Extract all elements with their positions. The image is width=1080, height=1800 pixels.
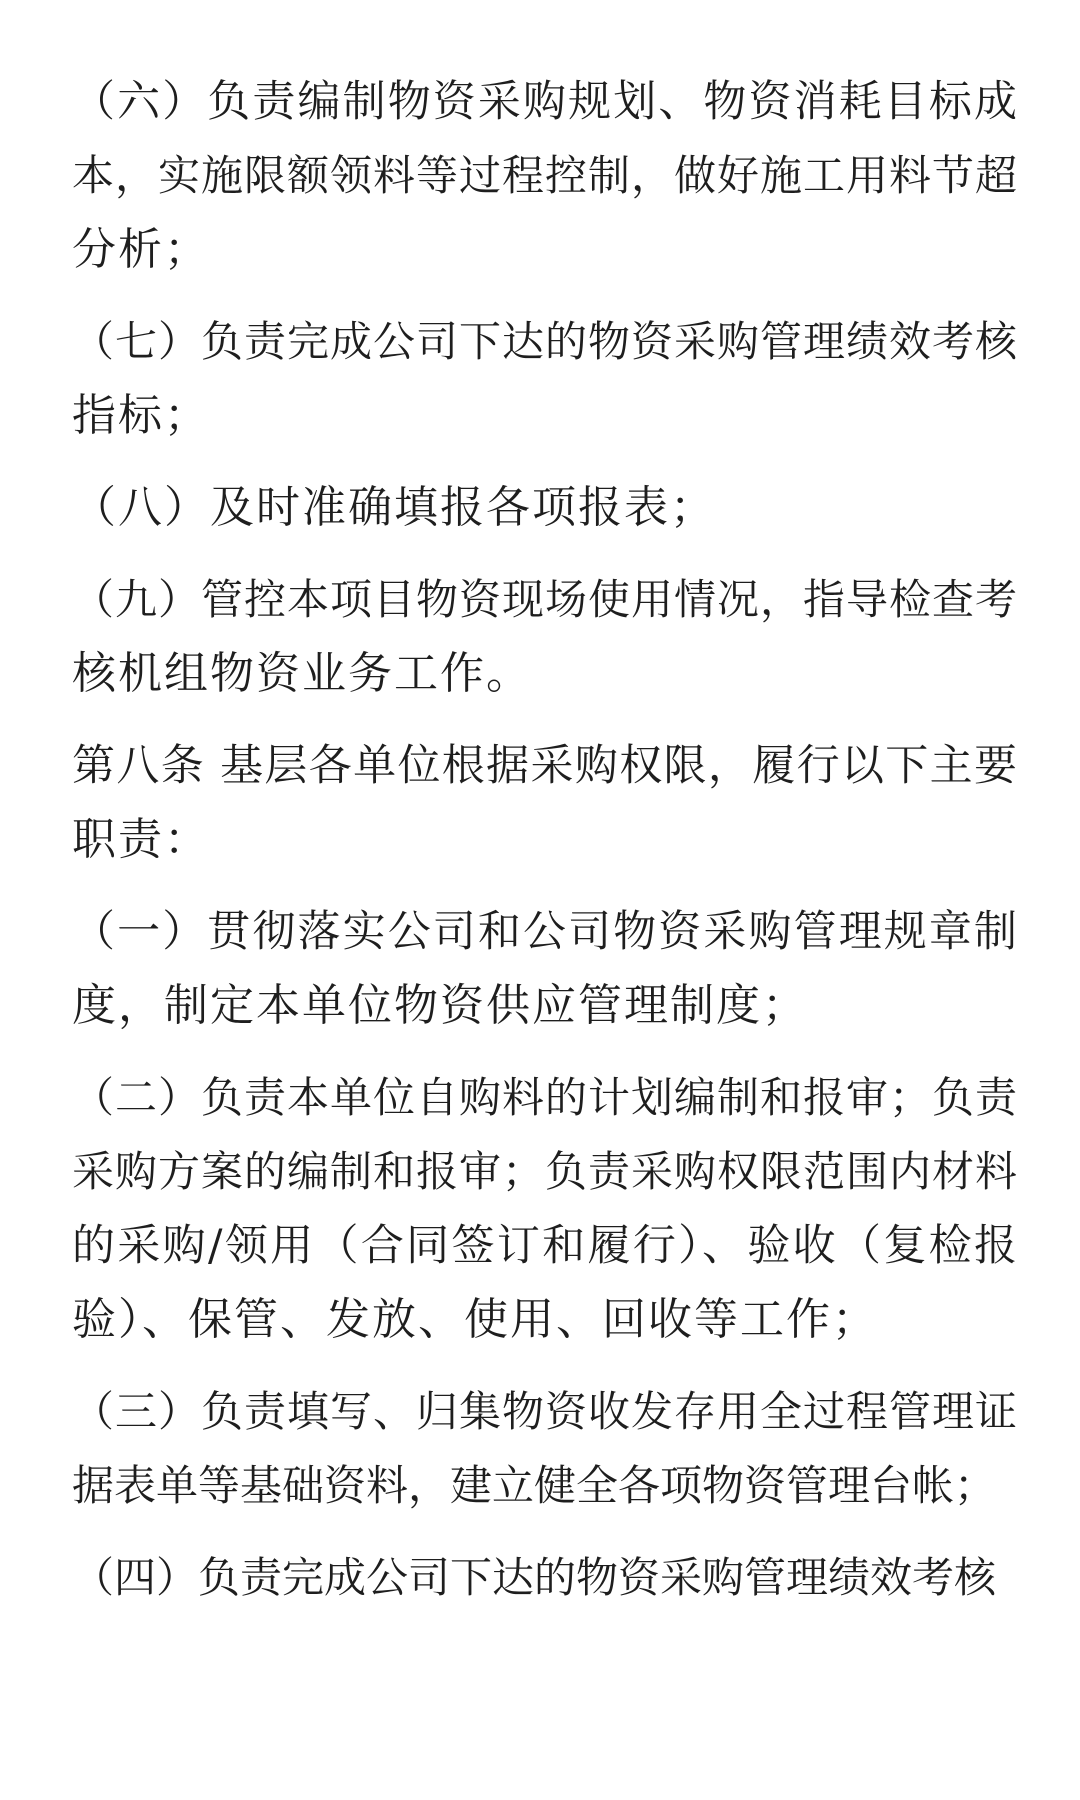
- article-8-item-4-line-1: （四）负责完成公司下达的物资采购管理绩效考核: [72, 1553, 997, 1602]
- article-8-item-2-line-2: 采购方案的编制和报审；负责采购权限范围内材料: [72, 1147, 1017, 1196]
- article-8-heading-line-1: 第八条 基层各单位根据采购权限，履行以下主要: [72, 741, 1017, 791]
- article-8-item-3-line-2: 据表单等基础资料，建立健全各项物资管理台帐；: [72, 1461, 997, 1510]
- article-8-item-2-line-4: 验）、保管、发放、使用、回收等工作；: [72, 1294, 878, 1345]
- article-8-item-1-line-2: 度，制定本单位物资供应管理制度；: [72, 980, 808, 1031]
- paragraph-9-line-2: 核机组物资业务工作。: [72, 648, 532, 699]
- paragraph-8-line-1: （八）及时准确填报各项报表；: [72, 482, 716, 533]
- paragraph-7-line-2: 指标；: [72, 390, 210, 441]
- paragraph-6-line-3: 分析；: [72, 224, 210, 275]
- article-8-heading-line-2: 职责：: [72, 814, 210, 865]
- article-8-item-2-line-1: （二）负责本单位自购料的计划编制和报审；负责: [72, 1073, 1017, 1122]
- paragraph-9-line-1: （九）管控本项目物资现场使用情况，指导检查考: [72, 575, 1017, 624]
- paragraph-7-line-1: （七）负责完成公司下达的物资采购管理绩效考核: [72, 317, 1017, 366]
- paragraph-6-line-1: （六）负责编制物资采购规划、物资消耗目标成: [72, 77, 1017, 127]
- paragraph-6-line-2: 本，实施限额领料等过程控制，做好施工用料节超: [72, 151, 1017, 200]
- article-8-item-1-line-1: （一）贯彻落实公司和公司物资采购管理规章制: [72, 907, 1017, 957]
- article-8-item-2-line-3: 的采购/领用（合同签订和履行）、验收（复检报: [72, 1221, 1017, 1271]
- article-8-item-3-line-1: （三）负责填写、归集物资收发存用全过程管理证: [72, 1387, 1017, 1436]
